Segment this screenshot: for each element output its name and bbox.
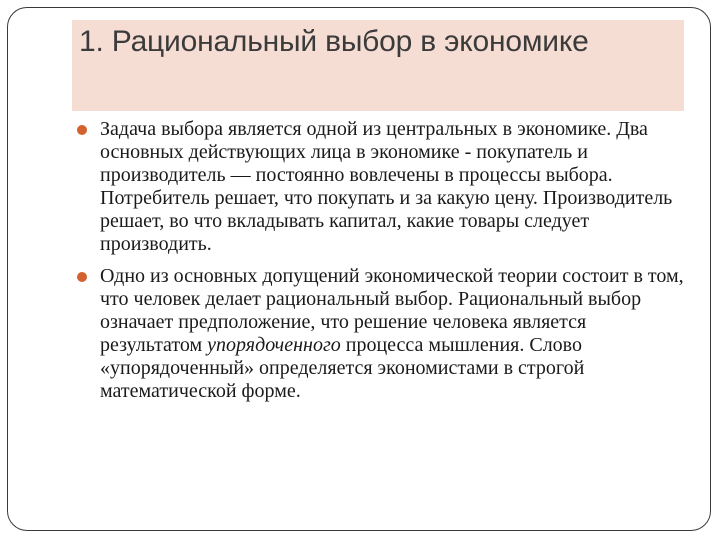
slide-title: 1. Рациональный выбор в экономике bbox=[79, 25, 589, 58]
bullet-item-2 bbox=[75, 265, 687, 403]
bullet-text-1: Задача выбора является одной из центральных в экономике. Два основных действующих лица в экономике - покупатель и производитель — постоянно вовлечены в процессы выбора. Потребитель решает, что покупать и за какую цену. Производитель решает, во что вкладывать капитал, какие товары следует производить. bbox=[100, 118, 673, 255]
slide-content bbox=[75, 118, 687, 412]
bullet-marker-icon bbox=[77, 125, 87, 135]
bullet-text-2-part-1: Одно из основных допущений экономической теории состоит в том, что человек делает рациональный выбор. Рациональный выбор означает предположение, что решение человека является результатом bbox=[100, 265, 684, 356]
bullet-text-2-part-2: процесса мышления. Слово «упорядоченный» определяется экономистами в строгой математической форме. bbox=[100, 334, 585, 402]
bullet-text-2-emphasis: упорядоченного bbox=[207, 334, 341, 356]
bullet-marker-icon bbox=[77, 272, 87, 282]
bullet-item-1 bbox=[75, 118, 687, 256]
bullet-text-2 bbox=[100, 265, 687, 403]
